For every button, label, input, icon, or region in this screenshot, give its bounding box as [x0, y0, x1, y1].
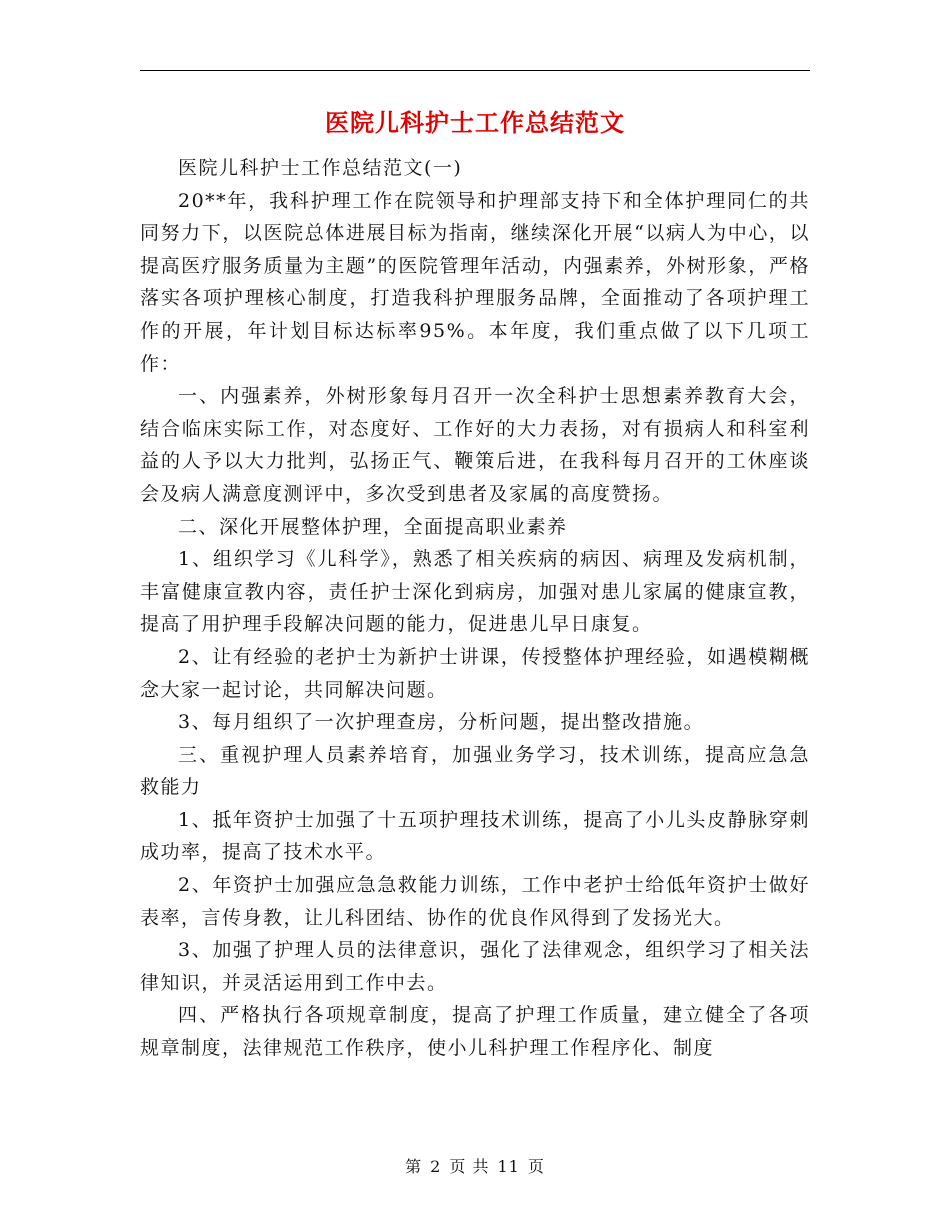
paragraph-intro: 20**年，我科护理工作在院领导和护理部支持下和全体护理同仁的共同努力下，以医院总体进展目标为指南，继续深化开展“以病人为中心，以提高医疗服务质量为主题”的医院管理年活动，内强素养，外树形象，严格落实各项护理核心制度，打造我科护理服务品牌，全面推动了各项护理工作的开展，年计划目标达标率95%。本年度，我们重点做了以下几项工作： [140, 189, 810, 375]
footer-prefix: 第 [405, 1157, 423, 1176]
page-footer [140, 1154, 810, 1177]
document-title: 医院儿科护士工作总结范文 [325, 108, 625, 137]
paragraph-section-2-item-3: 3、每月组织了一次护理查房，分析问题，提出整改措施。 [178, 711, 705, 734]
footer-total-pages: 11 [497, 1157, 520, 1176]
document-body [140, 152, 810, 1065]
paragraph-section-2-item-1: 1、组织学习《儿科学》，熟悉了相关疾病的病因、病理及发病机制，丰富健康宣教内容，责任护士深化到病房，加强对患儿家属的健康宣教，提高了用护理手段解决问题的能力，促进患儿早日康复。 [140, 548, 810, 636]
paragraph-section-1: 一、内强素养，外树形象每月召开一次全科护士思想素养教育大会，结合临床实际工作，对态度好、工作好的大力表扬，对有损病人和科室利益的人予以大力批判，弘扬正气、鞭策后进，在我科每月召开的工休座谈会及病人满意度测评中，多次受到患者及家属的高度赞扬。 [140, 385, 810, 505]
paragraph-subtitle: 医院儿科护士工作总结范文(一) [178, 157, 463, 179]
paragraph-section-4: 四、严格执行各项规章制度，提高了护理工作质量，建立健全了各项规章制度，法律规范工作秩序，使小儿科护理工作程序化、制度 [140, 1004, 810, 1060]
paragraph-section-3-heading: 三、重视护理人员素养培育，加强业务学习，技术训练，提高应急急救能力 [140, 743, 810, 799]
footer-page-number: 2 [430, 1157, 442, 1176]
paragraph-section-2-item-2: 2、让有经验的老护士为新护士讲课，传授整体护理经验，如遇模糊概念大家一起讨论，共同解决问题。 [140, 645, 810, 701]
footer-middle: 页 共 [449, 1157, 490, 1176]
header-rule [140, 70, 810, 71]
paragraph-section-2-heading: 二、深化开展整体护理，全面提高职业素养 [178, 515, 568, 538]
paragraph-section-3-item-3: 3、加强了护理人员的法律意识，强化了法律观念，组织学习了相关法律知识，并灵活运用到工作中去。 [140, 939, 810, 994]
footer-suffix: 页 [527, 1157, 545, 1176]
paragraph-section-3-item-1: 1、抵年资护士加强了十五项护理技术训练，提高了小儿头皮静脉穿刺成功率，提高了技术水平。 [140, 808, 810, 864]
paragraph-section-3-item-2: 2、年资护士加强应急急救能力训练，工作中老护士给低年资护士做好表率，言传身教，让儿科团结、协作的优良作风得到了发扬光大。 [140, 874, 810, 929]
